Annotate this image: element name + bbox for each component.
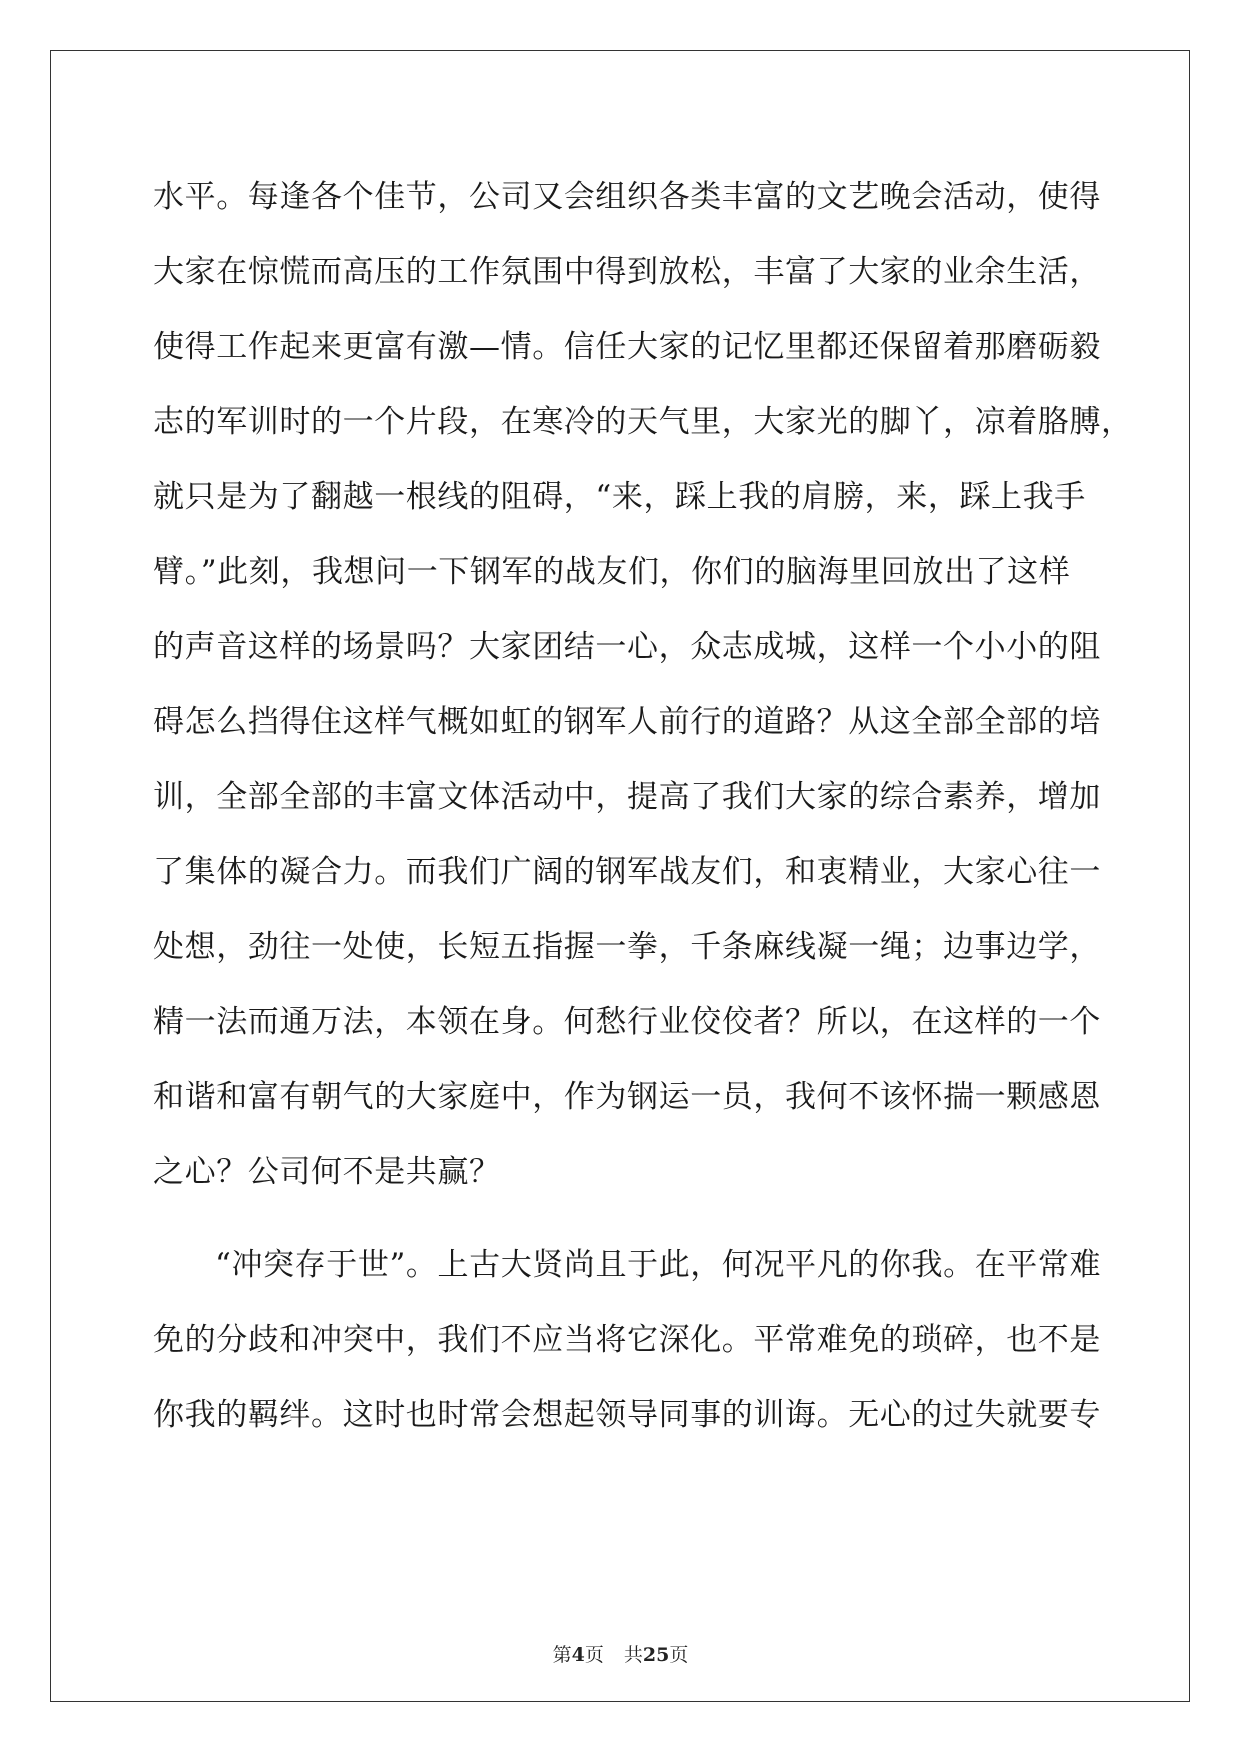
document-body: [153, 160, 1133, 1453]
current-page-number: 4: [571, 1644, 585, 1666]
total-pages-number: 25: [642, 1644, 670, 1666]
text-line: 就只是为了翻越一根线的阻碍，“来，踩上我的肩膀，来，踩上我手: [153, 479, 1086, 515]
text-line: 了集体的凝合力。而我们广阔的钢军战友们，和衷精业，大家心往一: [153, 854, 1101, 890]
text-line: 训，全部全部的丰富文体活动中，提高了我们大家的综合素养，增加: [153, 779, 1101, 815]
page-footer: [0, 1640, 1241, 1667]
text-line: 使得工作起来更富有激—情。信任大家的记忆里都还保留着那磨砺毅: [153, 329, 1101, 365]
text-line: 大家在惊慌而高压的工作氛围中得到放松，丰富了大家的业余生活，: [153, 254, 1101, 290]
text-line: 精一法而通万法，本领在身。何愁行业佼佼者？所以，在这样的一个: [153, 1004, 1101, 1040]
page-prefix: 第: [552, 1644, 572, 1666]
text-line: 免的分歧和冲突中，我们不应当将它深化。平常难免的琐碎，也不是: [153, 1322, 1101, 1358]
total-suffix: 页: [669, 1644, 689, 1666]
text-line: 你我的羁绊。这时也时常会想起领导同事的训诲。无心的过失就要专: [153, 1397, 1101, 1433]
text-line: 和谐和富有朝气的大家庭中，作为钢运一员，我何不该怀揣一颗感恩: [153, 1079, 1101, 1115]
total-prefix: 共: [623, 1644, 643, 1666]
text-line: 碍怎么挡得住这样气概如虹的钢军人前行的道路？从这全部全部的培: [153, 704, 1101, 740]
text-line: 之心？公司何不是共赢？: [153, 1154, 501, 1190]
text-line: 水平。每逢各个佳节，公司又会组织各类丰富的文艺晚会活动，使得: [153, 179, 1101, 215]
paragraph-first-line: “冲突存于世”。上古大贤尚且于此，何况平凡的你我。在平常难: [215, 1247, 1102, 1283]
text-line: 处想，劲往一处使，长短五指握一拳，千条麻线凝一绳；边事边学，: [153, 929, 1101, 965]
page-suffix: 页: [584, 1644, 604, 1666]
text-line: 臂。”此刻，我想问一下钢军的战友们，你们的脑海里回放出了这样: [153, 554, 1071, 590]
text-line: 的声音这样的场景吗？大家团结一心，众志成城，这样一个小小的阻: [153, 629, 1101, 665]
text-line: 志的军训时的一个片段，在寒冷的天气里，大家光的脚丫，凉着胳膊，: [153, 404, 1133, 440]
